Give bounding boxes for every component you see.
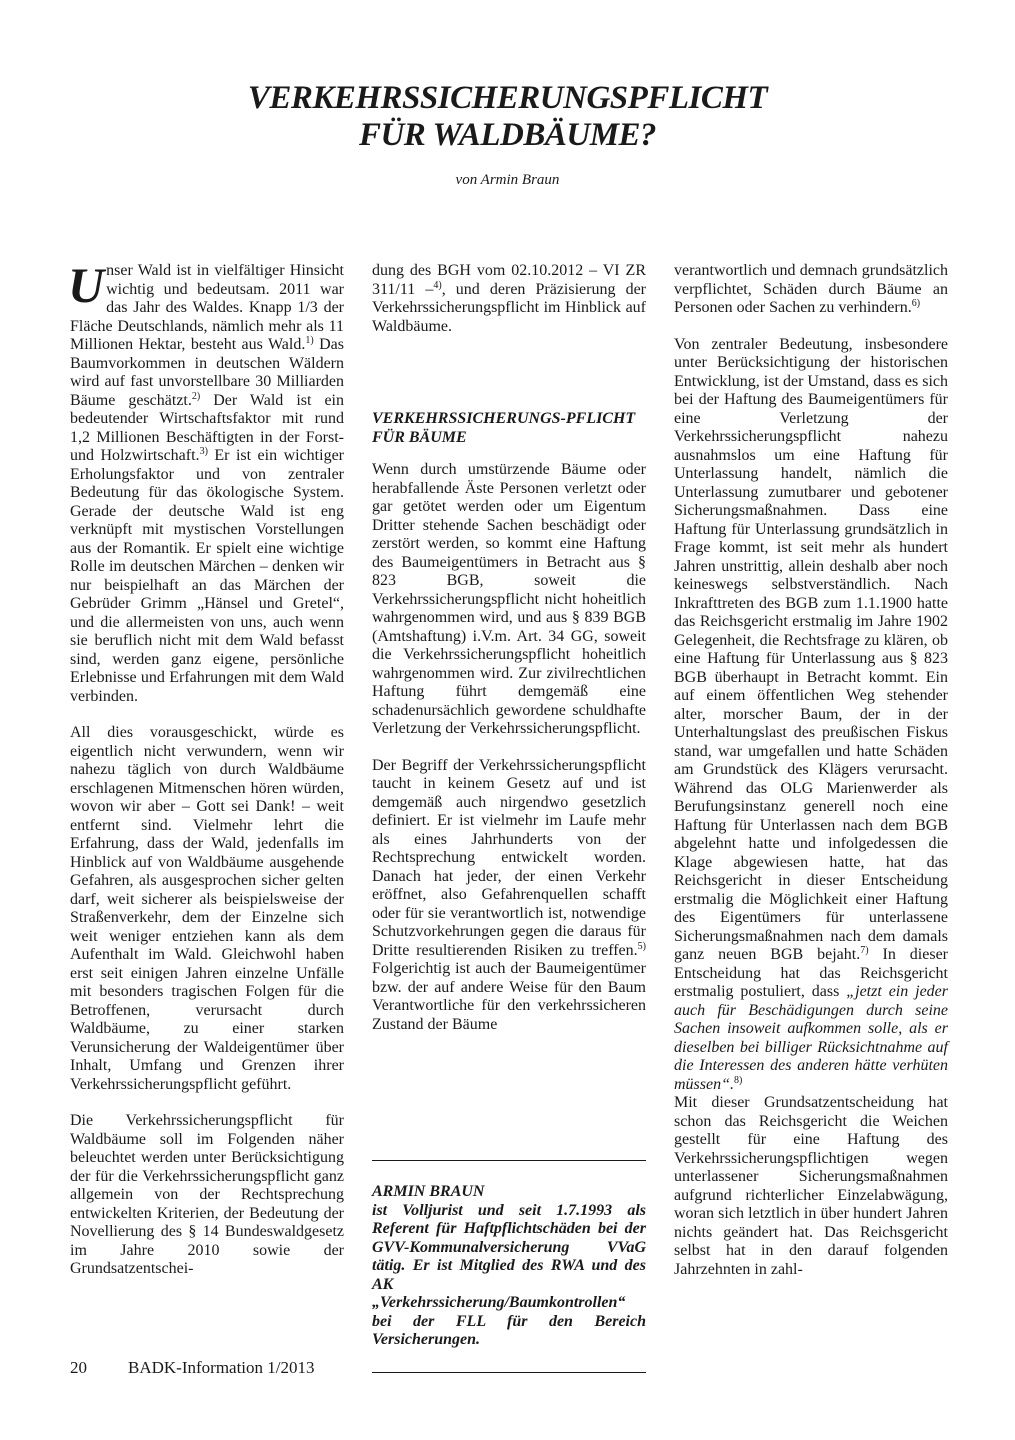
author-bio-box [372, 1160, 646, 1373]
drop-cap: U [68, 257, 105, 313]
paragraph-text: Von zentraler Bedeutung, insbesondere unter Berücksichtigung der historischen Entwicklung, ist der Umstand, dass es sich bei der Haftung des Baumeigentümers für eine Verletzung der Verkehrssicherungspflicht nahezu ausnahmslos um eine Haftung für Unterlassung handelt, nämlich die Unterlassung zumutbarer und gebotener Sicherungsmaßnahmen. Dass eine Haftung für Unterlassung grundsätzlich in Frage kommt, ist seit mehr als hundert Jahren unstrittig, allein deshalb aber noch keineswegs selbstverständlich. Nach Inkrafttreten des BGB zum 1.1.1900 hatte das Reichsgericht erstmalig im Jahre 1902 Gelegenheit, die Rechtsfrage zu klären, ob eine Haftung für Unterlassung aus § 823 BGB überhaupt in Betracht kommt. Ein auf einem öffentlichen Weg stehender alter, morscher Baum, der in der Unterhaltungslast des preußischen Fiskus stand, war umgefallen und hatte Schäden am Grundstück des Klägers verursacht. Während das OLG Marienwerder als Berufungsinstanz generell noch eine Haftung für Unterlassen nach dem BGB abgelehnt hatte und infolgedessen die Klage abgewiesen hatte, hat das Reichsgericht in dieser Entscheidung erstmalig die Möglichkeit einer Haftung des Eigentümers für unterlassene Sicherungsmaßnahmen nach dem damals ganz neuen BGB bejaht. [674, 335, 948, 963]
footnote-marker: 1) [305, 335, 314, 346]
paragraph [68, 257, 345, 706]
paragraph [372, 262, 646, 336]
footnote-marker: 6) [911, 298, 921, 309]
paragraph [372, 757, 646, 1035]
author-name: ARMIN BRAUN [372, 1183, 485, 1200]
paragraph-text: , und deren Präzisierung der Verkehrssicherungspflicht im Hinblick auf Waldbäume. [372, 280, 647, 335]
paragraph: Mit dieser Grundsatzentscheidung hat schon das Reichsgericht die Weichen gestellt für eine Haftung des Verkehrssicherungspflichtigen wegen unterlassener Sicherungsmaßnahmen aufgrund richterlicher Einzelabwägung, woran sich letztlich in über hundert Jahren nichts geändert hat. Das Reichsgericht selbst hat in den darauf folgenden Jahrzehnten in zahl- [674, 1094, 948, 1278]
column-1 [68, 257, 345, 1297]
paragraph: All dies vorausgeschickt, würde es eigentlich nicht verwundern, wenn wir nahezu täglich von durch Waldbäume erschlagenen Mitmenschen hören würden, wovon wir aber – Gott sei Dank! – weit entfernt sind. Vielmehr lehrt die Erfahrung, dass der Wald, jedenfalls im Hinblick auf von Waldbäume ausgehende Gefahren, als ausgesprochen sicher gelten darf, weit sicherer als beispielsweise der Straßenverkehr, dem der Einzelne sich weit weniger entziehen kann als dem Aufenthalt im Wald. Gleichwohl haben erst seit einigen Jahren einzelne Unfälle mit besonders tragischen Folgen für die Betroffenen, verursacht durch Waldbäume, zu einer starken Verunsicherung der Waldeigentümer über Inhalt, Umfang und Grenzen ihrer Verkehrssicherungspflicht geführt. [70, 724, 344, 1093]
column-2 [372, 262, 646, 1052]
paragraph-text: In dieser Entscheidung hat das Reichsgericht erstmalig postuliert, dass [674, 946, 948, 1000]
paragraph: Wenn durch umstürzende Bäume oder herabfallende Äste Personen verletzt oder gar getötet werden oder um Eigentum Dritter stehende Sachen beschädigt oder zerstört werden, so kommt eine Haftung des Baumeigentümers in Betracht aus § 823 BGB, soweit die Verkehrssicherungspflicht nicht hoheitlich wahrgenommen wird, und aus § 839 BGB (Amtshaftung) i.V.m. Art. 34 GG, soweit die Verkehrssicherungspflicht hoheitlich wahrgenommen wird. Zur zivilrechtlichen Haftung führt demgemäß eine schadenursächlich gewordene schuldhafte Verletzung der Verkehrssicherungspflicht. [372, 461, 646, 737]
byline: von Armin Braun [455, 172, 560, 188]
article-title-line-1: VERKEHRSSICHERUNGSPFLICHT [247, 80, 768, 116]
publication-name: BADK-Information 1/2013 [128, 1358, 315, 1377]
paragraph [674, 262, 948, 318]
quotation: „jetzt ein jeder auch für Beschädigungen durch seine Sachen insoweit aufkommen solle, als er dieselben bei billiger Rücksichtnahme auf die Interessen des anderen hätte verhüten müssen“. [674, 983, 949, 1093]
paragraph: Die Verkehrssicherungspflicht für Waldbäume soll im Folgenden näher beleuchtet werden unter Berücksichtigung der für die Verkehrssicherungspflicht ganz allgemein von der Rechtsprechung entwickelten Kriterien, der Bedeutung der Novellierung des § 14 Bundeswaldgesetz im Jahre 2010 sowie der Grundsatzentschei- [70, 1112, 344, 1277]
paragraph-text: verantwortlich und demnach grundsätzlich verpflichtet, Schäden durch Bäume an Personen oder Sachen zu verhindern. [674, 262, 948, 316]
spacer [372, 354, 646, 410]
column-3 [674, 262, 948, 1297]
page-number: 20 [70, 1358, 87, 1377]
author-bio-text: ist Volljurist und seit 1.7.1993 als Referent für Haftpflichtschäden bei der GVV-Kommunalversicherung VVaG tätig. Er ist Mitglied des RWA und des AK „Verkehrssicherung/Baumkontrollen“ bei der FLL für den Bereich Versicherungen. [372, 1201, 646, 1348]
page-footer [70, 1358, 350, 1378]
paragraph-text: Folgerichtig ist auch der Baumeigentümer bzw. der auf andere Weise für den Baum Verantwortliche für den verkehrssicheren Zustand der Bäume [372, 960, 646, 1033]
paragraph-text: Das Baumvorkommen in deutschen Wäldern wird auf fast unvorstellbare 30 Milliarden Bäume geschätzt. [70, 336, 344, 409]
footnote-marker: 2) [191, 390, 201, 402]
section-heading: VERKEHRSSICHERUNGS-PFLICHT FÜR BÄUME [372, 410, 636, 446]
paragraph-text: Der Begriff der Verkehrssicherungspflicht taucht in keinem Gesetz auf und ist demgemäß auch nirgendwo gesetzlich definiert. Er ist vielmehr im Laufe mehr als eines Jahrhunderts von der Rechtsprechung entwickelt worden. Danach hat jeder, der einen Verkehr eröffnet, also Gefahrenquellen schafft oder für sie verantwortlich ist, notwendige Schutzvorkehrungen gegen die daraus für Dritte resultierenden Risiken zu treffen. [372, 756, 646, 959]
paragraph [674, 336, 948, 1095]
paragraph-text: Er ist ein wichtiger Erholungsfaktor und von zentraler Bedeutung für das ökologische System. Gerade der deutsche Wald ist eng verknüpft mit mystischen Vorstellungen aus der Romantik. Er spielt eine wichtige Rolle im deutschen Märchen – denken wir nur beispielhaft an das Märchen der Gebrüder Grimm „Hänsel und Gretel“, und die allermeisten von uns, auch wenn sie beruflich nicht mit dem Wald befasst sind, werden ganz eigene, persönliche Erlebnisse und Erfahrungen mit dem Wald verbinden. [70, 447, 345, 705]
footnote-marker: 3) [199, 446, 208, 457]
footnote-marker: 4) [433, 279, 442, 291]
paragraph-text: Der Wald ist ein bedeutender Wirtschaftsfaktor mit rund 1,2 Millionen Beschäftigten in der Forst- und Holzwirtschaft. [70, 391, 344, 464]
footnote-marker: 5) [637, 940, 646, 952]
article-title-line-2: FÜR WALDBÄUME? [358, 117, 657, 153]
article-title [0, 80, 1015, 154]
paragraph-text: dung des BGH vom 02.10.2012 – VI ZR 311/11 – [372, 262, 646, 298]
footnote-marker: 7) [860, 945, 869, 956]
paragraph-text: nser Wald ist in vielfältiger Hinsicht wichtig und bedeutsam. 2011 war das Jahr des Waldes. Knapp 1/3 der Fläche Deutschlands, nämlich mehr als 11 Millionen Hektar, besteht aus Wald. [70, 262, 344, 353]
footnote-marker: 8) [734, 1074, 743, 1086]
